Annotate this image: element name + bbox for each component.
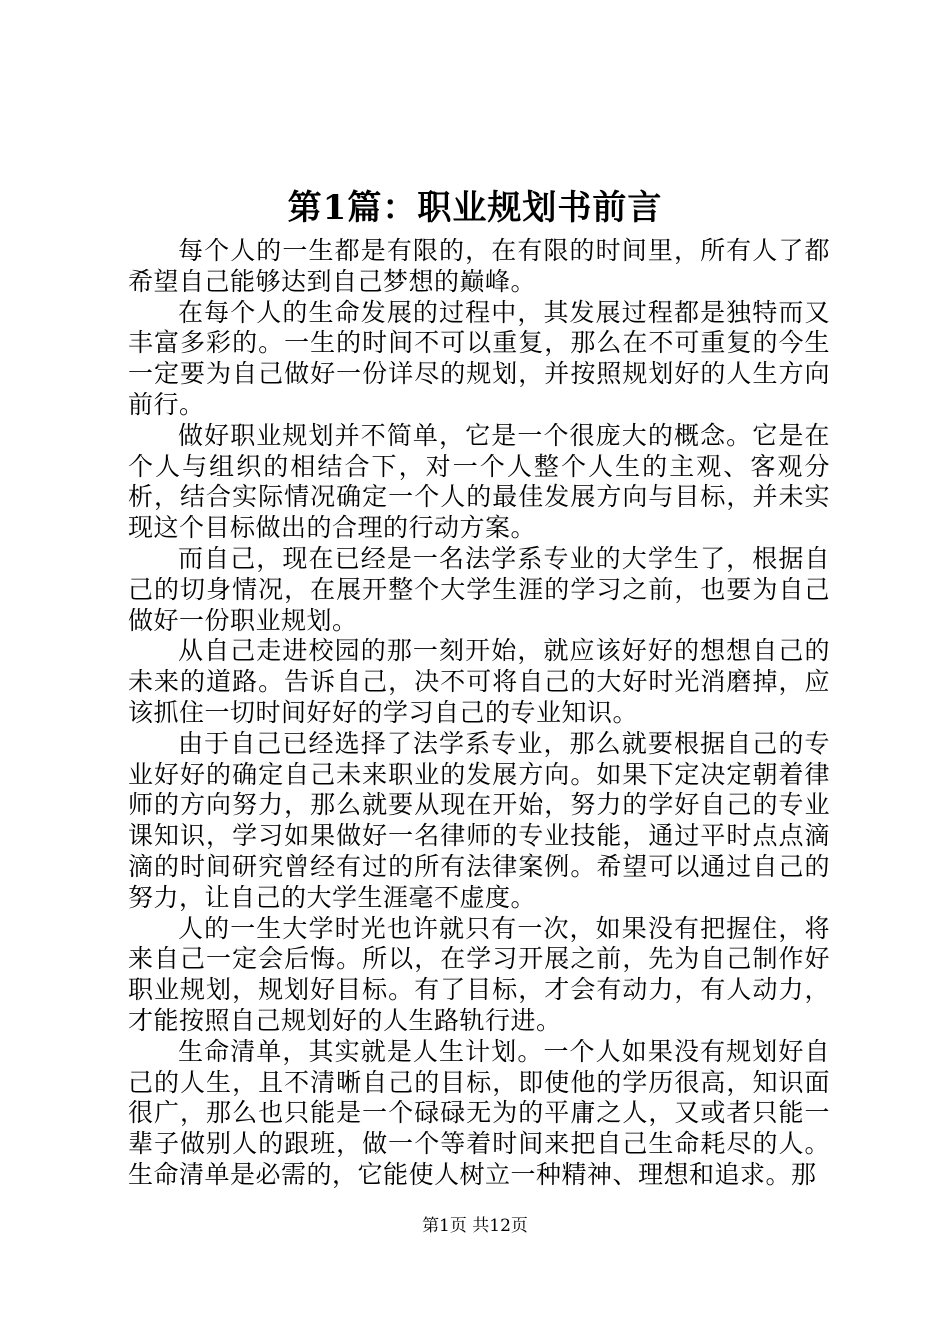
document-body bbox=[128, 236, 830, 1191]
paragraph: 每个人的一生都是有限的，在有限的时间里，所有人了都希望自己能够达到自己梦想的巅峰。 bbox=[128, 236, 830, 296]
page-footer: 第1页 共12页 bbox=[422, 1216, 528, 1236]
paragraph: 从自己走进校园的那一刻开始，就应该好好的想想自己的未来的道路。告诉自己，决不可将自己的大好时光消磨掉，应该抓住一切时间好好的学习自己的专业知识。 bbox=[128, 636, 830, 727]
paragraph: 而自己，现在已经是一名法学系专业的大学生了，根据自己的切身情况，在展开整个大学生涯的学习之前，也要为自己做好一份职业规划。 bbox=[128, 543, 830, 635]
paragraph: 生命清单，其实就是人生计划。一个人如果没有规划好自己的人生，且不清晰自己的目标，即使他的学历很高，知识面很广，那么也只能是一个碌碌无为的平庸之人，又或者只能一辈子做别人的跟班，做一个等着时间来把自己生命耗尽的人。生命清单是必需的，它能使人树立一种精神、理想和追求。那 bbox=[128, 1036, 830, 1189]
paragraph: 在每个人的生命发展的过程中，其发展过程都是独特而又丰富多彩的。一生的时间不可以重复，那么在不可重复的今生一定要为自己做好一份详尽的规划，并按照规划好的人生方向前行。 bbox=[128, 297, 830, 419]
paragraph: 人的一生大学时光也许就只有一次，如果没有把握住，将来自己一定会后悔。所以，在学习开展之前，先为自己制作好职业规划，规划好目标。有了目标，才会有动力，有人动力，才能按照自己规划好的人生路轨行进。 bbox=[128, 913, 830, 1035]
document-title: 第1篇：职业规划书前言 bbox=[287, 188, 663, 228]
paragraph: 做好职业规划并不简单，它是一个很庞大的概念。它是在个人与组织的相结合下，对一个人整个人生的主观、客观分析，结合实际情况确定一个人的最佳发展方向与目标，并未实现这个目标做出的合理的行动方案。 bbox=[128, 420, 830, 543]
paragraph: 由于自己已经选择了法学系专业，那么就要根据自己的专业好好的确定自己未来职业的发展方向。如果下定决定朝着律师的方向努力，那么就要从现在开始，努力的学好自己的专业课知识，学习如果做好一名律师的专业技能，通过平时点点滴滴的时间研究曾经有过的所有法律案例。希望可以通过自己的努力，让自己的大学生涯毫不虚度。 bbox=[128, 728, 830, 912]
